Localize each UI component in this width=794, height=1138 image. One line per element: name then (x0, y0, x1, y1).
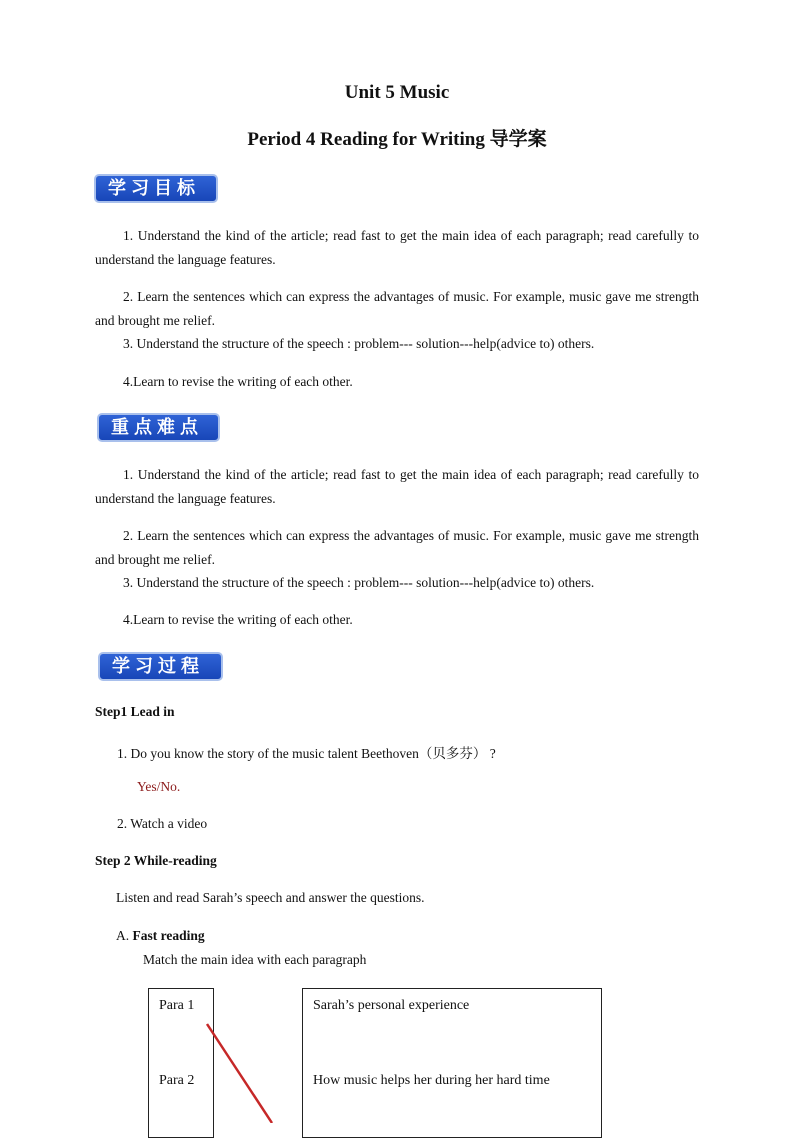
objective-item-3: 3. Understand the structure of the speech : problem--- solution---help(advice to) others. (123, 336, 595, 351)
page-title: Unit 5 Music (344, 82, 450, 103)
objective-item-4: 4.Learn to revise the writing of each other. (123, 374, 353, 389)
objective-item-2-text: 2. Learn the sentences which can express the advantages of music. For example, music gave me strength and brought me relief. (95, 289, 699, 328)
para-label-2: Para 2 (159, 1073, 195, 1088)
main-idea-1: Sarah’s personal experience (313, 998, 470, 1013)
step1-question-2: 2. Watch a video (117, 816, 208, 831)
step2-heading: Step 2 While-reading (95, 853, 217, 868)
page-subtitle: Period 4 Reading for Writing 导学案 (247, 129, 547, 150)
step1-answer: Yes/No. (137, 779, 181, 794)
process-badge: 学习过程 (98, 652, 223, 681)
match-line (207, 1024, 272, 1123)
key-points-badge: 重点难点 (97, 413, 220, 442)
fast-reading-label: A. (116, 928, 130, 943)
fast-reading-title: Fast reading (132, 928, 205, 943)
fast-reading-instruction: Match the main idea with each paragraph (143, 952, 367, 967)
objectives-badge: 学习目标 (94, 174, 218, 203)
step2-intro: Listen and read Sarah’s speech and answer the questions. (116, 890, 425, 905)
key-point-item-2-text: 2. Learn the sentences which can express the advantages of music. For example, music gave me strength and brought me relief. (95, 528, 699, 567)
main-idea-2: How music helps her during her hard time (313, 1073, 550, 1088)
objective-item-1-text: 1. Understand the kind of the article; read fast to get the main idea of each paragraph; read carefully to understand the language features. (95, 228, 699, 267)
step1-question-1: 1. Do you know the story of the music talent Beethoven（贝多芬） ? (117, 746, 496, 761)
key-point-item-1-text: 1. Understand the kind of the article; read fast to get the main idea of each paragraph; read carefully to understand the language features. (95, 467, 699, 506)
para-label-1: Para 1 (159, 998, 195, 1013)
step1-heading: Step1 Lead in (95, 704, 175, 719)
key-point-item-4: 4.Learn to revise the writing of each other. (123, 612, 353, 627)
key-point-item-3: 3. Understand the structure of the speech : problem--- solution---help(advice to) others. (123, 575, 595, 590)
